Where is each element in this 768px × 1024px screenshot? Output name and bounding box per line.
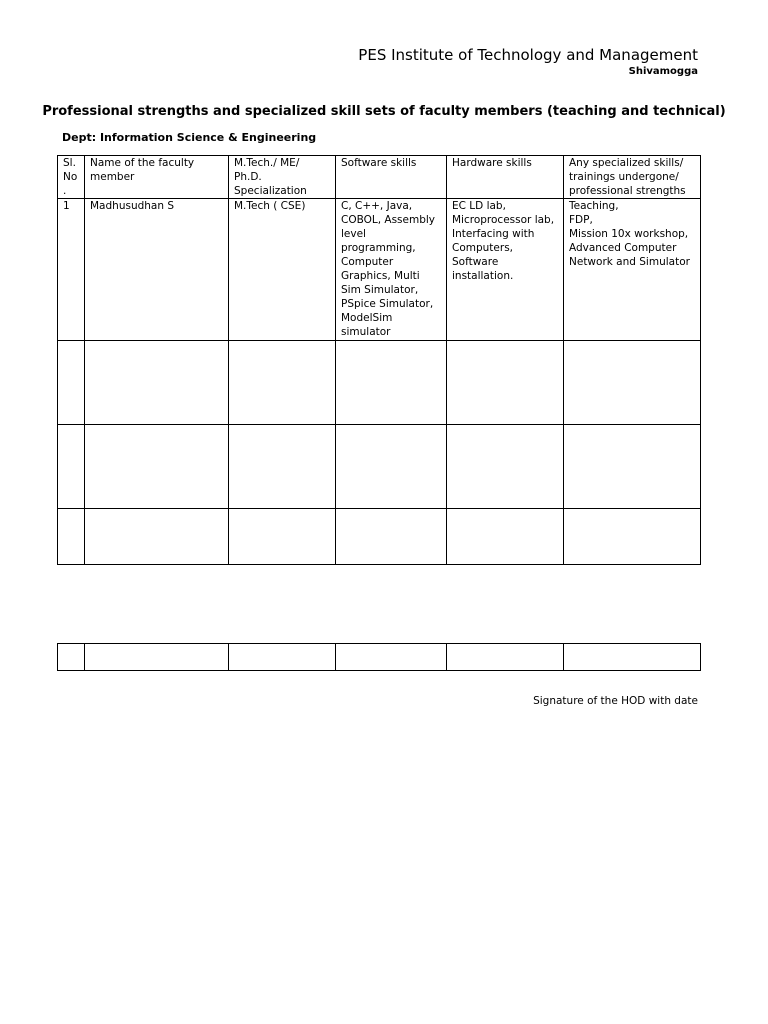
header-sl-no: Sl. No . [58,156,85,199]
empty-cell [229,509,336,565]
cell-hardware-skills: EC LD lab, Microprocessor lab, Interfacing with Computers, Software installation. [447,199,564,341]
empty-cell [336,644,447,671]
empty-cell [336,509,447,565]
hod-signature-label: Signature of the HOD with date [533,695,698,707]
empty-cell [447,341,564,425]
empty-cell [229,341,336,425]
empty-cell [85,425,229,509]
header-faculty-name: Name of the faculty member [85,156,229,199]
empty-cell [564,644,701,671]
institute-name: PES Institute of Technology and Management [358,46,698,64]
empty-cell [58,341,85,425]
cell-software-skills: C, C++, Java, COBOL, Assembly level programming, Computer Graphics, Multi Sim Simulator, PSpice Simulator, ModelSim simulator [336,199,447,341]
table-header-row [58,156,701,199]
empty-cell [336,341,447,425]
cell-specialized-skills: Teaching, FDP, Mission 10x workshop, Advanced Computer Network and Simulator [564,199,701,341]
table-row-empty [58,644,701,671]
empty-cell [229,644,336,671]
empty-cell [447,509,564,565]
empty-cell [58,644,85,671]
empty-cell [58,509,85,565]
empty-cell [85,644,229,671]
empty-cell [85,509,229,565]
empty-cell [229,425,336,509]
cell-specialization: M.Tech ( CSE) [229,199,336,341]
institute-city: Shivamogga [628,66,698,77]
header-software-skills: Software skills [336,156,447,199]
header-specialized-skills: Any specialized skills/ trainings undergone/ professional strengths [564,156,701,199]
empty-cell [58,425,85,509]
faculty-skills-table [57,155,701,565]
empty-cell [564,341,701,425]
table-row-empty [58,509,701,565]
empty-cell [336,425,447,509]
empty-cell [564,509,701,565]
department-label: Dept: Information Science & Engineering [62,131,317,144]
document-title: Professional strengths and specialized skill sets of faculty members (teaching and technical) [42,104,726,119]
empty-cell [85,341,229,425]
empty-cell [564,425,701,509]
cell-sl-no: 1 [58,199,85,341]
empty-cell [447,425,564,509]
table-row [58,199,701,341]
table-row-empty [58,425,701,509]
table-row-empty [58,341,701,425]
header-hardware-skills: Hardware skills [447,156,564,199]
empty-cell [447,644,564,671]
header-specialization: M.Tech./ ME/ Ph.D. Specialization [229,156,336,199]
cell-faculty-name: Madhusudhan S [85,199,229,341]
additional-row-table [57,643,701,671]
